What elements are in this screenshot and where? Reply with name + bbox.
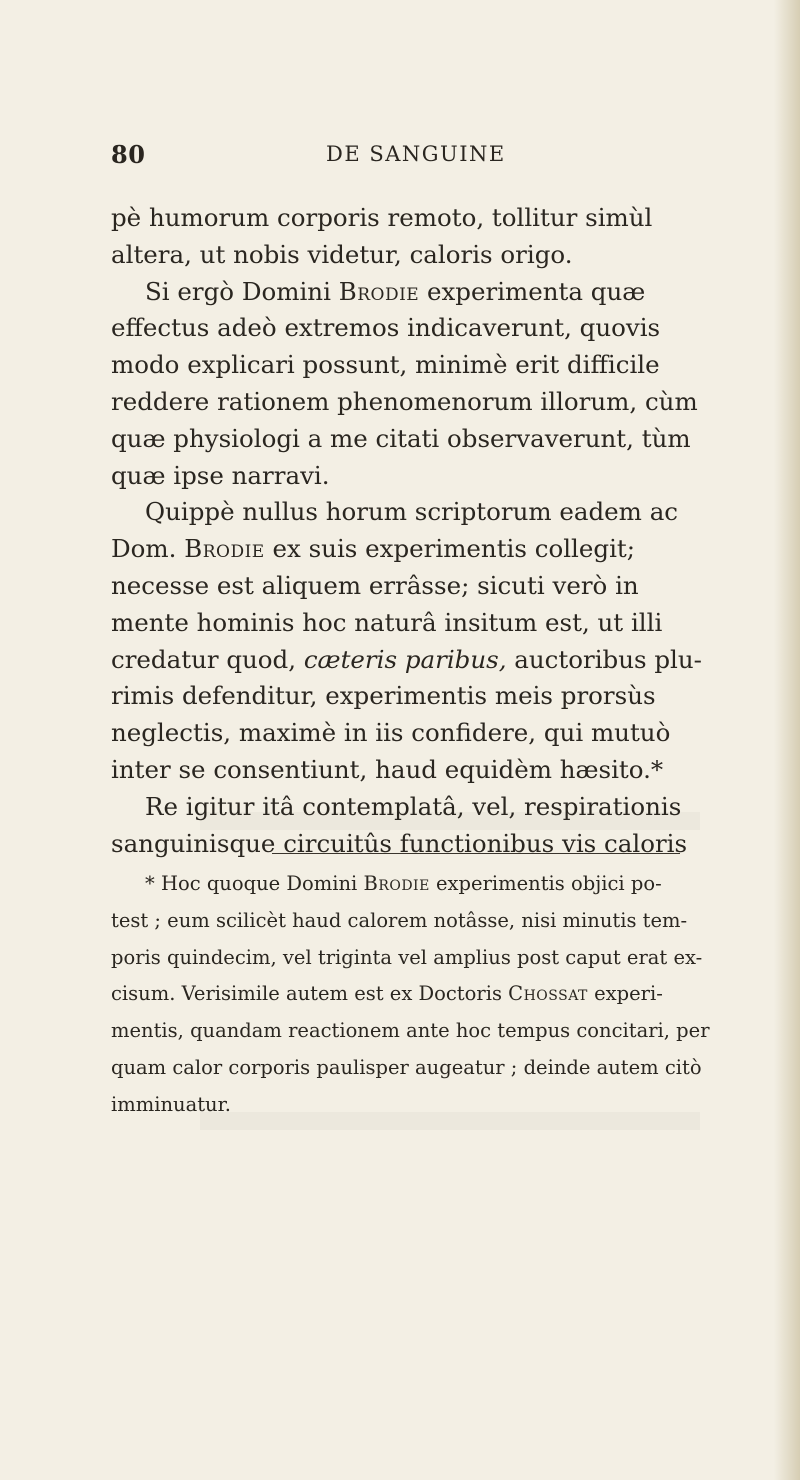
footnote-rule — [272, 853, 680, 854]
text-line: effectus adeò extremos indicaverunt, quovis — [111, 313, 661, 343]
text-line: Quippè nullus horum scriptorum eadem ac — [145, 497, 679, 527]
footnote-line: mentis, quandam reactionem ante hoc tempus concitari, per — [111, 1019, 710, 1043]
text-line: reddere rationem phenomenorum illorum, cùm — [111, 386, 698, 416]
text-line: sanguinisque circuitûs functionibus vis caloris — [111, 828, 688, 858]
body-text — [111, 200, 751, 862]
page-edge-shadow — [774, 0, 800, 1480]
page-number: 80 — [111, 140, 146, 169]
text-line: mente hominis hoc naturâ insitum est, ut illi — [111, 607, 663, 637]
author-name: Chossat — [508, 982, 588, 1006]
footnote-line: test ; eum scilicèt haud calorem notâsse, nisi minutis tem- — [111, 908, 688, 932]
text-line: altera, ut nobis videtur, caloris origo. — [111, 239, 573, 269]
italic-phrase: cæteris paribus, — [303, 644, 507, 674]
page-header — [111, 140, 731, 180]
text-line: Si ergò Domini Brodie experimenta quæ — [145, 276, 646, 306]
author-name: Brodie — [363, 872, 430, 895]
text-line: modo explicari possunt, minimè erit difficile — [111, 350, 660, 380]
text-line: Re igitur itâ contemplatâ, vel, respirationis — [145, 791, 682, 821]
text-line: credatur quod, cæteris paribus, auctoribus plu- — [111, 644, 702, 674]
footnote-line: quam calor corporis paulisper augeatur ; deinde autem citò — [111, 1055, 702, 1079]
text-line: quæ ipse narravi. — [111, 460, 330, 490]
footnote-line: imminuatur. — [111, 1092, 231, 1116]
text-line: quæ physiologi a me citati observaverunt, tùm — [111, 423, 691, 453]
footnote-line: * Hoc quoque Domini Brodie experimentis objici po- — [145, 872, 662, 895]
footnote-line: poris quindecim, vel triginta vel amplius post caput erat ex- — [111, 945, 703, 969]
text-line: necesse est aliquem errâsse; sicuti verò in — [111, 570, 639, 600]
author-name: Brodie — [338, 276, 420, 306]
text-line: rimis defenditur, experimentis meis prorsùs — [111, 681, 656, 711]
text-line: pè humorum corporis remoto, tollitur simùl — [111, 203, 653, 232]
footnote-line: cisum. Verisimile autem est ex Doctoris Chossat experi- — [111, 982, 663, 1006]
text-line: Dom. Brodie ex suis experimentis collegit; — [111, 534, 636, 564]
text-line: inter se consentiunt, haud equidèm hæsito.* — [111, 754, 664, 784]
text-line: neglectis, maximè in iis confidere, qui mutuò — [111, 718, 671, 748]
author-name: Brodie — [184, 534, 265, 564]
running-head: DE SANGUINE — [326, 142, 506, 166]
footnote — [111, 868, 751, 1126]
